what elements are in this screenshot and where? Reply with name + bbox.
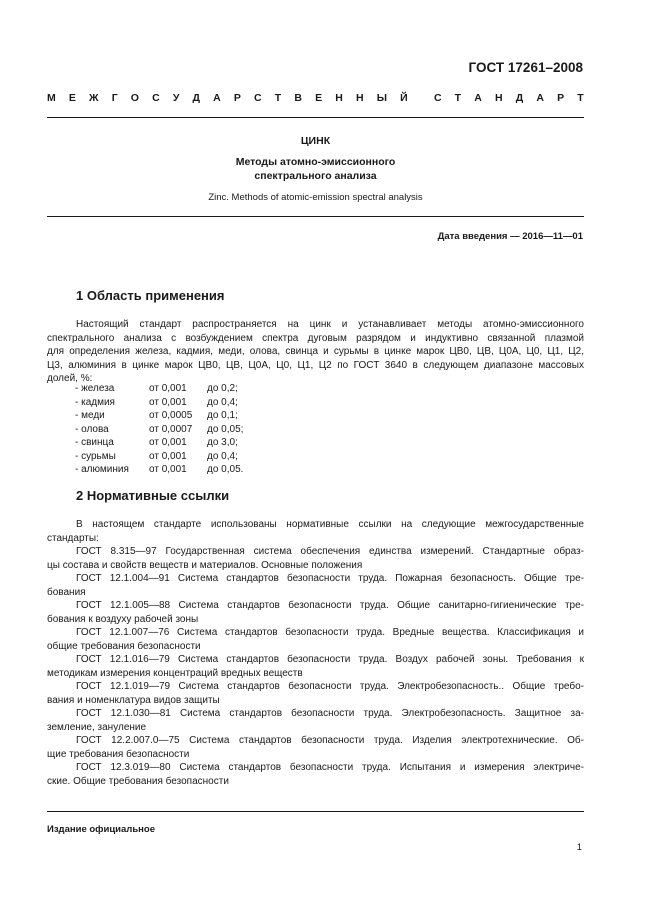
mass-fraction-range-table (75, 382, 243, 477)
range-to: до 0,2; (207, 383, 238, 394)
reference-line: ГОСТ 12.1.019—79 Система стандартов безопасности труда. Электробезопасность.. Общие требо- (76, 681, 584, 692)
heading-letter: Й (400, 92, 408, 104)
range-element: - сурьмы (75, 450, 116, 462)
range-row (75, 463, 243, 477)
range-from: от 0,0005 (149, 410, 193, 421)
reference-line: цы состава и свойств веществ и материалов. Основные положения (47, 559, 363, 571)
range-element: - меди (75, 410, 105, 421)
range-to: до 0,4; (207, 450, 238, 462)
heading-letter: Т (274, 92, 282, 104)
range-element: - кадмия (75, 396, 115, 408)
paragraph-line: стандарты: (47, 532, 99, 544)
heading-letter: С (433, 92, 442, 104)
heading-letter: Д (192, 92, 200, 104)
reference-line: ские. Общие требования безопасности (47, 775, 229, 787)
paragraph-line: Настоящий стандарт распространяется на цинк и устанавливает методы атомно-эмиссионного (76, 319, 584, 330)
range-from: от 0,001 (149, 464, 187, 475)
range-element: - железа (75, 383, 115, 394)
heading-letter: О (130, 92, 139, 104)
footer-divider (47, 811, 584, 812)
heading-letter: Р (233, 92, 241, 104)
title-divider (47, 216, 584, 217)
range-row (75, 382, 243, 396)
paragraph-line: для определения железа, кадмия, меди, олова, свинца и сурьмы в цинке марок ЦВ0, ЦВ, Ц0А, Ц0, Ц1, Ц2, (47, 346, 584, 357)
reference-line: бования (47, 586, 86, 598)
introduction-date: Дата введения — 2016—11—01 (437, 231, 583, 242)
subtitle-line: спектрального анализа (254, 170, 377, 182)
heading-letter: М (47, 92, 56, 104)
reference-line: вания и номенклатура видов защиты (47, 694, 220, 706)
heading-letter: Ы (376, 92, 387, 104)
heading-letter: А (213, 92, 221, 104)
english-title: Zinc. Methods of atomic-emission spectral analysis (208, 192, 423, 203)
range-row (75, 450, 243, 464)
reference-line: ГОСТ 12.1.007—76 Система стандартов безопасности труда. Вредные вещества. Классификация и (76, 627, 584, 638)
paragraph-line: Ц3, алюминия в цинке марок ЦВ0, ЦВ, Ц0А, Ц0, Ц1, Ц2 по ГОСТ 3640 в следующем диапазоне массовых (47, 359, 584, 371)
official-edition-note: Издание официальное (47, 824, 155, 835)
reference-line: ГОСТ 12.2.007.0—75 Система стандартов безопасности труда. Изделия электротехнические. Об- (76, 735, 584, 746)
heading-letter: Р (557, 92, 565, 104)
range-element: - свинца (75, 437, 114, 448)
section-2-heading: 2 Нормативные ссылки (76, 488, 230, 503)
range-from: от 0,0007 (149, 423, 193, 435)
heading-letter: Н (494, 92, 503, 104)
heading-letter: Е (68, 92, 76, 104)
range-to: до 0,05. (207, 464, 244, 475)
heading-letter: У (172, 92, 180, 104)
heading-letter: Т (454, 92, 462, 104)
range-element: - олова (75, 423, 109, 435)
heading-letter: С (152, 92, 160, 104)
range-from: от 0,001 (149, 437, 187, 448)
range-from: от 0,001 (149, 396, 187, 408)
page-number: 1 (576, 842, 582, 853)
range-to: до 0,05; (207, 423, 244, 435)
document-subtitle (47, 155, 584, 183)
reference-line: ГОСТ 12.1.005—88 Система стандартов безопасности труда. Общие санитарно-гигиенические тре- (76, 600, 584, 611)
heading-letter: В (294, 92, 302, 104)
reference-line: щие требования безопасности (47, 748, 190, 760)
range-to: до 0,4; (207, 396, 238, 408)
heading-letter: С (254, 92, 262, 104)
heading-letter: А (474, 92, 482, 104)
header-divider (47, 117, 584, 118)
heading-letter: Н (355, 92, 364, 104)
heading-letter: Н (335, 92, 343, 104)
reference-line: бования к воздуху рабочей зоны (47, 613, 199, 625)
reference-line: ГОСТ 12.3.019—80 Система стандартов безопасности труда. Испытания и измерения электриче- (76, 762, 584, 773)
range-from: от 0,001 (149, 450, 187, 462)
range-element: - алюминия (75, 464, 129, 475)
heading-letter: Д (515, 92, 524, 104)
heading-letter: А (536, 92, 544, 104)
paragraph-line: спектрального анализа с возбуждением спектра дуговым разрядом и индуктивно связанной плазмой (47, 332, 584, 344)
reference-line: методикам измерения концентраций вредных веществ (47, 667, 303, 679)
section-1-paragraph (47, 318, 584, 386)
heading-letter: Ж (89, 92, 99, 104)
paragraph-line: В настоящем стандарте использованы нормативные ссылки на следующие межгосударственные (76, 519, 584, 530)
reference-line: земление, зануление (47, 721, 147, 733)
section-1-heading: 1 Область применения (76, 288, 225, 303)
range-row (75, 423, 243, 437)
range-from: от 0,001 (149, 383, 187, 394)
section-2-references (47, 518, 584, 788)
heading-letter: Е (315, 92, 323, 104)
range-row (75, 396, 243, 410)
reference-line: общие требования безопасности (47, 640, 201, 652)
heading-letter: Т (577, 92, 584, 104)
range-row (75, 409, 243, 423)
reference-line: ГОСТ 8.315—97 Государственная система обеспечения единства измерений. Стандартные образ- (76, 546, 584, 557)
gost-code: ГОСТ 17261–2008 (468, 60, 583, 75)
range-to: до 3,0; (207, 437, 238, 448)
range-to: до 0,1; (207, 410, 238, 421)
heading-letter: Г (111, 92, 118, 104)
reference-line: ГОСТ 12.1.016—79 Система стандартов безопасности труда. Воздух рабочей зоны. Требования к (76, 654, 584, 665)
paragraph-line: долей, %: (47, 373, 93, 384)
document-title: ЦИНК (300, 135, 331, 147)
reference-line: ГОСТ 12.1.004—91 Система стандартов безопасности труда. Пожарная безопасность. Общие тре- (76, 573, 584, 584)
range-row (75, 436, 243, 450)
standard-type-heading (47, 92, 584, 104)
subtitle-line: Методы атомно-эмиссионного (235, 156, 396, 168)
reference-line: ГОСТ 12.1.030—81 Система стандартов безопасности труда. Электробезопасность. Защитное за- (76, 708, 584, 719)
